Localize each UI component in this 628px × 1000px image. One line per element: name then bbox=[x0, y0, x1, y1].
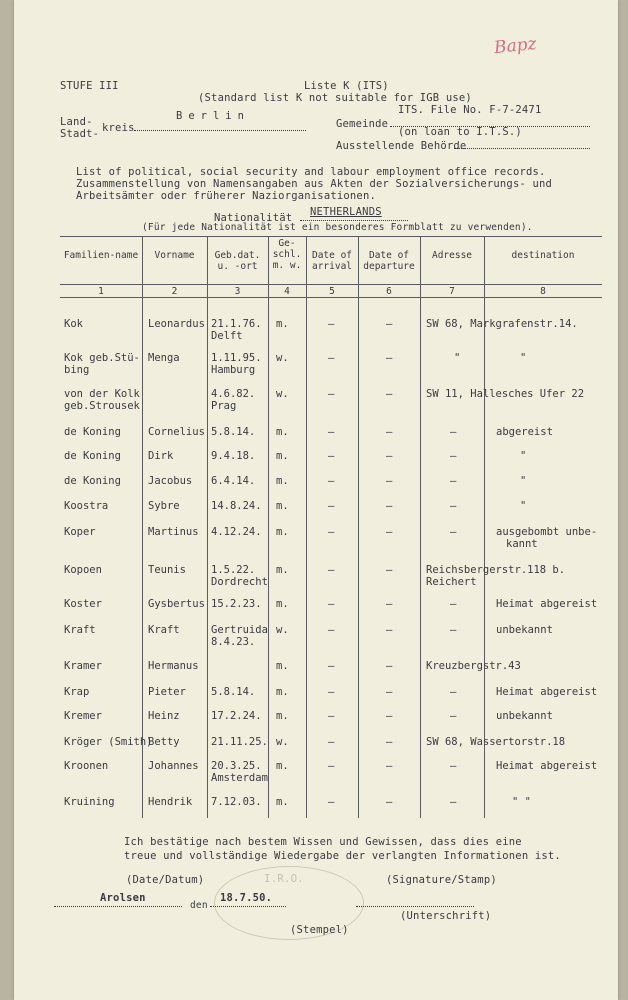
stufe-label: STUFE III bbox=[60, 80, 119, 92]
col-number: 7 bbox=[449, 286, 455, 297]
cell-departure: – bbox=[386, 660, 393, 672]
col-divider bbox=[268, 236, 269, 818]
cell-geburt: 21.11.25. bbox=[211, 736, 268, 748]
cell-geschlecht: m. bbox=[276, 760, 289, 772]
cell-arrival: – bbox=[328, 388, 335, 400]
unterschrift-label: (Unterschrift) bbox=[400, 910, 492, 922]
date-value: 18.7.50. bbox=[220, 892, 273, 904]
cell-geschlecht: w. bbox=[276, 352, 289, 364]
cell-destination: " bbox=[520, 500, 527, 512]
cell-geschlecht: w. bbox=[276, 736, 289, 748]
cell-adresse: – bbox=[450, 450, 457, 462]
col-header-destination: destination bbox=[511, 250, 575, 261]
intro-line-2: Zusammenstellung von Namensangaben aus Akten der Sozialversicherungs- und bbox=[76, 178, 553, 190]
cell-departure: – bbox=[386, 796, 393, 808]
cell-geschlecht: m. bbox=[276, 500, 289, 512]
cell-adresse: " bbox=[454, 352, 461, 364]
cell-arrival: – bbox=[328, 500, 335, 512]
city-value: Berlin bbox=[176, 110, 250, 122]
its-file-number: ITS. File No. F-7-2471 bbox=[398, 104, 542, 116]
cell-vorname: Leonardus bbox=[148, 318, 205, 330]
cell-geschlecht: m. bbox=[276, 796, 289, 808]
cell-familienname: Kramer bbox=[64, 660, 102, 672]
nationality-value: NETHERLANDS bbox=[310, 206, 382, 218]
cell-departure: – bbox=[386, 318, 393, 330]
cell-familienname: Kremer bbox=[64, 710, 102, 722]
cell-vorname: Hermanus bbox=[148, 660, 199, 672]
cell-departure: – bbox=[386, 736, 393, 748]
cell-geburt: 14.8.24. bbox=[211, 500, 262, 512]
nationality-dots bbox=[300, 220, 408, 221]
cell-geschlecht: m. bbox=[276, 686, 289, 698]
cell-familienname: de Koning bbox=[64, 450, 121, 462]
cell-adresse: Kreuzbergstr.43 bbox=[426, 660, 521, 672]
col-divider bbox=[420, 236, 421, 818]
col-divider bbox=[142, 236, 143, 818]
cell-departure: – bbox=[386, 526, 393, 538]
signature-dots bbox=[356, 906, 474, 907]
confirmation-line-1: Ich bestätige nach bestem Wissen und Gewissen, dass dies eine bbox=[124, 836, 522, 848]
cell-arrival: – bbox=[328, 686, 335, 698]
cell-geburt-line2: Amsterdam bbox=[211, 772, 268, 784]
cell-departure: – bbox=[386, 450, 393, 462]
document-page bbox=[14, 0, 618, 1000]
date-label: (Date/Datum) bbox=[126, 874, 205, 886]
cell-departure: – bbox=[386, 710, 393, 722]
place-value: Arolsen bbox=[100, 892, 146, 904]
cell-vorname: Gysbertus bbox=[148, 598, 205, 610]
cell-geschlecht: m. bbox=[276, 660, 289, 672]
col-header-adresse: Adresse bbox=[431, 250, 473, 261]
col-number: 5 bbox=[329, 286, 335, 297]
cell-destination: " bbox=[520, 450, 527, 462]
cell-geburt-line2: Delft bbox=[211, 330, 243, 342]
col-header-arrival: Date of arrival bbox=[311, 250, 353, 272]
cell-adresse: – bbox=[450, 710, 457, 722]
cell-arrival: – bbox=[328, 624, 335, 636]
handwritten-mark: Bapz bbox=[493, 33, 538, 59]
on-loan-note: (on loan to I.T.S.) bbox=[398, 126, 522, 138]
cell-adresse: – bbox=[450, 760, 457, 772]
cell-destination: abgereist bbox=[496, 426, 553, 438]
cell-geburt: 1.5.22. bbox=[211, 564, 256, 576]
cell-destination: unbekannt bbox=[496, 624, 553, 636]
cell-familienname: von der Kolk bbox=[64, 388, 140, 400]
cell-vorname: Sybre bbox=[148, 500, 180, 512]
cell-geschlecht: m. bbox=[276, 475, 289, 487]
cell-geburt: 5.8.14. bbox=[211, 686, 256, 698]
cell-geburt: 7.12.03. bbox=[211, 796, 262, 808]
cell-adresse: – bbox=[450, 796, 457, 808]
kreis-label: kreis bbox=[102, 122, 135, 134]
cell-departure: – bbox=[386, 598, 393, 610]
cell-geburt: 20.3.25. bbox=[211, 760, 262, 772]
col-number: 8 bbox=[540, 286, 546, 297]
cell-adresse: Reichsbergerstr.118 b. bbox=[426, 564, 566, 576]
cell-geschlecht: m. bbox=[276, 710, 289, 722]
cell-vorname: Jacobus bbox=[148, 475, 193, 487]
behoerde-label: Ausstellende Behörde bbox=[336, 140, 467, 152]
cell-destination-line2: kannt bbox=[506, 538, 538, 550]
cell-destination: Heimat abgereist bbox=[496, 598, 598, 610]
col-header-departure: Date of departure bbox=[363, 250, 415, 272]
cell-vorname: Martinus bbox=[148, 526, 199, 538]
cell-familienname: Kraft bbox=[64, 624, 96, 636]
cell-vorname: Pieter bbox=[148, 686, 186, 698]
col-number: 6 bbox=[386, 286, 392, 297]
behoerde-dots bbox=[454, 148, 590, 149]
cell-arrival: – bbox=[328, 564, 335, 576]
cell-arrival: – bbox=[328, 796, 335, 808]
cell-vorname: Dirk bbox=[148, 450, 174, 462]
cell-adresse: – bbox=[450, 475, 457, 487]
cell-departure: – bbox=[386, 426, 393, 438]
col-header-geburt: Geb.dat. u. -ort bbox=[214, 250, 261, 272]
cell-departure: – bbox=[386, 564, 393, 576]
stadt-label: Stadt- bbox=[60, 128, 100, 140]
cell-familienname: Kroonen bbox=[64, 760, 109, 772]
gemeinde-label: Gemeinde bbox=[336, 118, 389, 130]
col-number: 2 bbox=[171, 286, 178, 297]
cell-familienname: Kruining bbox=[64, 796, 115, 808]
cell-geschlecht: w. bbox=[276, 388, 289, 400]
cell-geschlecht: m. bbox=[276, 450, 289, 462]
cell-geburt: 17.2.24. bbox=[211, 710, 262, 722]
cell-geburt: 4.12.24. bbox=[211, 526, 262, 538]
cell-adresse: – bbox=[450, 426, 457, 438]
col-number: 1 bbox=[98, 286, 104, 297]
stempel-label: (Stempel) bbox=[290, 924, 349, 936]
cell-arrival: – bbox=[328, 450, 335, 462]
cell-departure: – bbox=[386, 388, 393, 400]
cell-adresse: – bbox=[450, 526, 457, 538]
cell-geburt-line2: Prag bbox=[211, 400, 237, 412]
cell-departure: – bbox=[386, 352, 393, 364]
cell-arrival: – bbox=[328, 318, 335, 330]
cell-familienname: Koster bbox=[64, 598, 102, 610]
cell-adresse: – bbox=[450, 500, 457, 512]
cell-vorname: Cornelius bbox=[148, 426, 205, 438]
cell-departure: – bbox=[386, 760, 393, 772]
cell-geschlecht: w. bbox=[276, 624, 289, 636]
iro-stamp-text: I.R.O. bbox=[264, 872, 304, 885]
cell-arrival: – bbox=[328, 736, 335, 748]
intro-line-3: Arbeitsämter oder früherer Naziorganisationen. bbox=[76, 190, 376, 202]
cell-familienname: Kröger (Smith) bbox=[64, 736, 153, 748]
col-number: 3 bbox=[234, 286, 241, 297]
cell-vorname: Kraft bbox=[148, 624, 180, 636]
cell-geburt: 1.11.95. bbox=[211, 352, 262, 364]
cell-geburt: 21.1.76. bbox=[211, 318, 262, 330]
cell-destination: Heimat abgereist bbox=[496, 686, 598, 698]
cell-departure: – bbox=[386, 624, 393, 636]
cell-geburt: 6.4.14. bbox=[211, 475, 256, 487]
col-divider bbox=[306, 236, 307, 818]
cell-geburt: 4.6.82. bbox=[211, 388, 256, 400]
cell-geburt: Gertruida bbox=[211, 624, 268, 636]
cell-destination: " bbox=[520, 352, 527, 364]
cell-vorname: Teunis bbox=[148, 564, 186, 576]
land-label: Land- bbox=[60, 116, 93, 128]
cell-familienname: Koper bbox=[64, 526, 96, 538]
kreis-dots bbox=[134, 130, 306, 131]
place-dots bbox=[54, 906, 182, 907]
cell-vorname: Betty bbox=[148, 736, 180, 748]
cell-destination: Heimat abgereist bbox=[496, 760, 598, 772]
cell-arrival: – bbox=[328, 352, 335, 364]
cell-destination: " bbox=[520, 475, 527, 487]
cell-familienname: Koostra bbox=[64, 500, 109, 512]
col-number: 4 bbox=[284, 286, 290, 297]
cell-geburt: 5.8.14. bbox=[211, 426, 256, 438]
nationality-note: (Für jede Nationalität ist ein besonderes Formblatt zu verwenden). bbox=[142, 222, 533, 233]
cell-departure: – bbox=[386, 686, 393, 698]
cell-destination: ausgebombt unbe- bbox=[496, 526, 598, 538]
cell-familienname: Kok bbox=[64, 318, 83, 330]
cell-vorname: Hendrik bbox=[148, 796, 193, 808]
cell-adresse: SW 68, Wassertorstr.18 bbox=[426, 736, 566, 748]
cell-geschlecht: m. bbox=[276, 426, 289, 438]
cell-vorname: Heinz bbox=[148, 710, 180, 722]
cell-familienname: de Koning bbox=[64, 426, 121, 438]
cell-arrival: – bbox=[328, 426, 335, 438]
col-divider bbox=[358, 236, 359, 818]
confirmation-line-2: treue und vollständige Wiedergabe der verlangten Informationen ist. bbox=[124, 850, 561, 862]
cell-arrival: – bbox=[328, 710, 335, 722]
col-header-familienname: Familien-name bbox=[63, 250, 139, 261]
cell-geburt-line2: Hamburg bbox=[211, 364, 256, 376]
col-divider bbox=[207, 236, 208, 818]
cell-arrival: – bbox=[328, 760, 335, 772]
cell-familienname-line2: bing bbox=[64, 364, 90, 376]
intro-line-1: List of political, social security and labour employment office records. bbox=[76, 166, 546, 178]
cell-geschlecht: m. bbox=[276, 564, 289, 576]
cell-adresse: – bbox=[450, 686, 457, 698]
cell-vorname: Johannes bbox=[148, 760, 199, 772]
col-header-geschlecht: Ge-schl. m. w. bbox=[272, 238, 302, 271]
cell-familienname: Kok geb.Stü- bbox=[64, 352, 140, 364]
signature-label: (Signature/Stamp) bbox=[386, 874, 497, 886]
cell-geburt-line2: Dordrecht bbox=[211, 576, 268, 588]
den-label: den bbox=[190, 900, 208, 911]
cell-adresse: – bbox=[450, 598, 457, 610]
cell-arrival: – bbox=[328, 598, 335, 610]
nationality-label: Nationalität bbox=[214, 212, 293, 224]
cell-geschlecht: m. bbox=[276, 598, 289, 610]
cell-familienname: Kopoen bbox=[64, 564, 102, 576]
cell-arrival: – bbox=[328, 660, 335, 672]
cell-departure: – bbox=[386, 500, 393, 512]
cell-destination: " " bbox=[512, 796, 531, 808]
liste-title: Liste K (ITS) bbox=[304, 80, 389, 92]
cell-familienname-line2: geb.Strousek bbox=[64, 400, 140, 412]
cell-destination: unbekannt bbox=[496, 710, 553, 722]
cell-familienname: Krap bbox=[64, 686, 90, 698]
liste-note: (Standard list K not suitable for IGB use) bbox=[198, 92, 472, 104]
cell-arrival: – bbox=[328, 475, 335, 487]
date-dots bbox=[210, 906, 286, 907]
cell-departure: – bbox=[386, 475, 393, 487]
cell-adresse: SW 11, Hallesches Ufer 22 bbox=[426, 388, 585, 400]
cell-vorname: Menga bbox=[148, 352, 180, 364]
cell-arrival: – bbox=[328, 526, 335, 538]
cell-familienname: de Koning bbox=[64, 475, 121, 487]
cell-geburt: 9.4.18. bbox=[211, 450, 256, 462]
cell-geschlecht: m. bbox=[276, 526, 289, 538]
cell-geburt: 15.2.23. bbox=[211, 598, 262, 610]
cell-adresse-line2: Reichert bbox=[426, 576, 477, 588]
cell-adresse: – bbox=[450, 624, 457, 636]
cell-adresse: SW 68, Markgrafenstr.14. bbox=[426, 318, 578, 330]
cell-geburt-line2: 8.4.23. bbox=[211, 636, 256, 648]
col-header-vorname: Vorname bbox=[154, 250, 195, 261]
cell-geschlecht: m. bbox=[276, 318, 289, 330]
